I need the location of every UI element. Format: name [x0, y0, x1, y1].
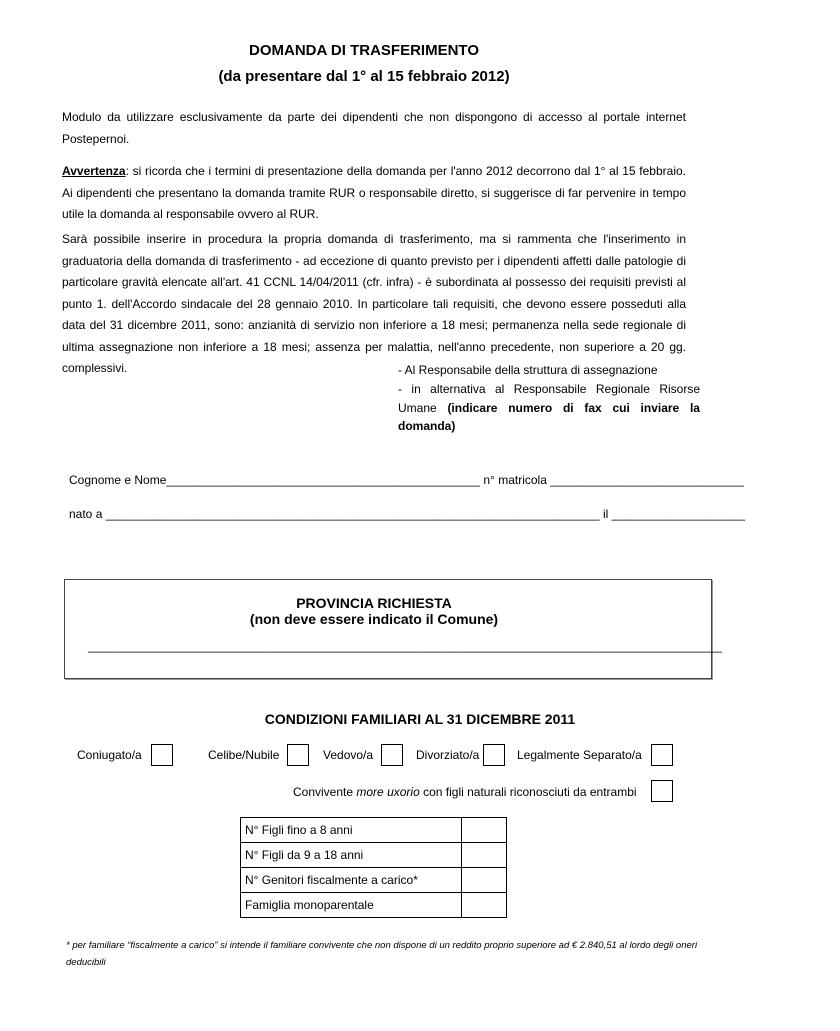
- table-cell-label: N° Figli fino a 8 anni: [241, 818, 462, 843]
- table-row: [241, 868, 507, 893]
- table-row: [241, 843, 507, 868]
- province-title: PROVINCIA RICHIESTA: [296, 595, 452, 611]
- single-parent-field[interactable]: [462, 893, 507, 918]
- widowed-checkbox[interactable]: [381, 744, 403, 766]
- birthplace-field[interactable]: __________________________________________________________________________: [105, 507, 600, 521]
- name-field[interactable]: _______________________________________________: [166, 473, 481, 487]
- table-cell-label: N° Genitori fiscalmente a carico*: [241, 868, 462, 893]
- province-subtitle: (non deve essere indicato il Comune): [249, 611, 499, 627]
- warning-text: : si ricorda che i termini di presentazione della domanda per l'anno 2012 decorrono dal 1° al 15 febbraio. Ai dipendenti che presentano la domanda tramite RUR o responsabile diretto, si suggerisce di far pervenire in tempo utile la domanda al responsabile ovvero al RUR.: [62, 164, 686, 221]
- table-cell-label: N° Figli da 9 a 18 anni: [241, 843, 462, 868]
- name-label: Cognome e Nome: [69, 473, 167, 487]
- birthplace-label: nato a: [69, 507, 103, 521]
- separated-checkbox[interactable]: [651, 744, 673, 766]
- footnote: * per familiare “fiscalmente a carico” si intende il familiare convivente che non dispone di un reddito proprio superiore ad € 2.840,51 al lordo degli oneri deducibili: [66, 940, 698, 968]
- birthdate-label: il: [602, 507, 609, 521]
- recipient-line-1: - Al Responsabile della struttura di assegnazione: [398, 363, 658, 377]
- matricola-label: n° matricola: [483, 473, 547, 487]
- cohabiting-checkbox[interactable]: [651, 780, 673, 802]
- document-subtitle: (da presentare dal 1° al 15 febbraio 2012): [218, 68, 510, 85]
- province-box: [64, 579, 712, 679]
- document-title: DOMANDA DI TRASFERIMENTO: [249, 42, 479, 59]
- option-label-separated: Legalmente Separato/a: [517, 748, 642, 762]
- table-row: [241, 818, 507, 843]
- option-label-married: Coniugato/a: [77, 748, 142, 762]
- children-9-18-field[interactable]: [462, 843, 507, 868]
- intro-paragraph-3: Sarà possibile inserire in procedura la propria domanda di trasferimento, ma si rammenta che l'inserimento in graduatoria della domanda di trasferimento - ad eccezione di quanto previsto per i dipendenti affetti dalle patologie di particolare gravità elencate all'art. 41 CCNL 14/04/2011 (cfr. infra) - è subordinata al possesso dei requisiti previsti al punto 1. dell'Accordo sindacale del 28 gennaio 2010. In particolare tali requisiti, che devono essere posseduti alla data del 31 dicembre 2011, sono: anzianità di servizio non inferiore a 18 mesi; permanenza nella sede regionale di ultima assegnazione non inferiore a 18 mesi; assenza per malattia, nell'anno precedente, non superiore a 20 gg. complessivi.: [62, 232, 686, 375]
- cohabiting-label: Convivente more uxorio con figli naturali riconosciuti da entrambi: [293, 785, 637, 799]
- warning-label: Avvertenza: [62, 164, 126, 178]
- intro-paragraph-2: [62, 161, 686, 226]
- option-label-widowed: Vedovo/a: [323, 748, 374, 762]
- matricola-field[interactable]: _____________________________: [550, 473, 744, 487]
- divorced-checkbox[interactable]: [483, 744, 505, 766]
- name-row: [69, 473, 744, 487]
- married-checkbox[interactable]: [151, 744, 173, 766]
- children-under-8-field[interactable]: [462, 818, 507, 843]
- option-label-divorced: Divorziato/a: [416, 748, 480, 762]
- recipient-fax-note: (indicare numero di fax cui inviare la domanda): [398, 400, 700, 434]
- table-cell-label: Famiglia monoparentale: [241, 893, 462, 918]
- birth-row: [69, 507, 745, 521]
- dependent-parents-field[interactable]: [462, 868, 507, 893]
- family-conditions-title: CONDIZIONI FAMILIARI AL 31 DICEMBRE 2011: [264, 711, 576, 727]
- province-field[interactable]: _______________________________________________________________________________________________: [88, 639, 723, 653]
- intro-paragraph-1: Modulo da utilizzare esclusivamente da parte dei dipendenti che non dispongono di accesso al portale internet Postepernoi.: [62, 110, 686, 146]
- table-row: [241, 893, 507, 918]
- recipient-line-2: - in alternativa al Responsabile Regionale Risorse Umane (indicare numero di fax cui inviare la domanda): [398, 382, 700, 434]
- option-label-single: Celibe/Nubile: [208, 748, 280, 762]
- family-table: [240, 817, 507, 918]
- single-checkbox[interactable]: [287, 744, 309, 766]
- birthdate-field[interactable]: ____________________: [611, 507, 746, 521]
